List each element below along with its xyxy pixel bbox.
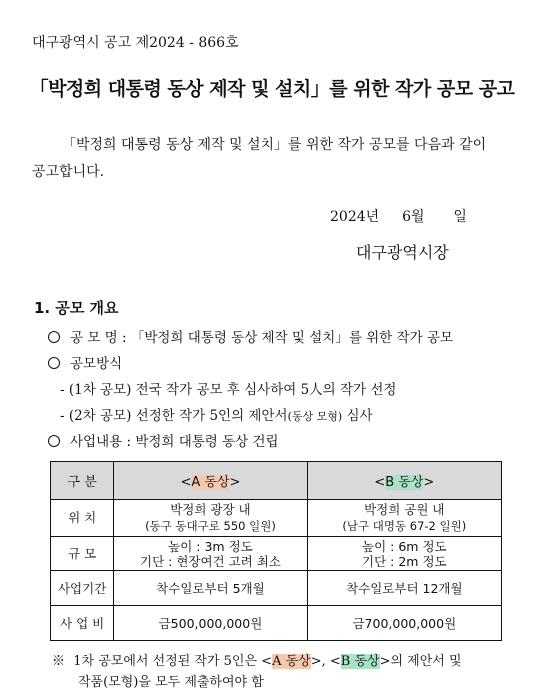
header-category: 구 분 — [51, 462, 114, 500]
date-year: 2024년 — [330, 209, 380, 225]
row-label-cost: 사 업 비 — [51, 606, 114, 641]
cost-a: 금500,000,000원 — [114, 606, 307, 641]
project-label: 사업내용 : — [70, 434, 132, 450]
project-item — [48, 430, 279, 450]
table-row — [51, 500, 502, 537]
date-day: 일 — [453, 209, 467, 225]
table-row — [51, 537, 502, 571]
note-statue-a: A 동상 — [272, 654, 311, 669]
issuer: 대구광역시장 — [356, 243, 449, 262]
contest-name-label: 공 모 명 : — [70, 330, 127, 346]
intro-line-2: 공고합니다. — [32, 164, 105, 180]
method-item — [48, 352, 122, 372]
method-step-2-end: 심사 — [342, 408, 373, 424]
project-value: 박정희 대통령 동상 건립 — [135, 434, 279, 450]
reference-mark-icon: ※ — [52, 654, 66, 669]
note-statue-b: B 동상 — [340, 654, 380, 669]
document-title: 「박정희 대통령 동상 제작 및 설치」를 위한 작가 공모 공고 — [29, 78, 515, 100]
section-heading: 1. 공모 개요 — [34, 299, 119, 317]
row-label-scale: 규 모 — [51, 537, 114, 571]
table-row — [51, 606, 502, 641]
footnote: ※ 1차 공모에서 선정된 작가 5인은 <A 동상>, <B 동상>의 제안서 및 — [52, 654, 462, 669]
header-statue-a: <A 동상> — [114, 462, 307, 500]
circle-bullet-icon — [48, 357, 60, 369]
row-label-period: 사업기간 — [51, 571, 114, 606]
cost-b: 금700,000,000원 — [307, 606, 501, 641]
table-header-row — [51, 462, 502, 500]
table-row — [51, 571, 502, 606]
circle-bullet-icon — [48, 331, 60, 343]
method-step-2-small: (동상 모형) — [287, 410, 343, 423]
location-b: 박정희 공원 내 (남구 대명동 67-2 일원) — [307, 500, 501, 537]
circle-bullet-icon — [48, 435, 60, 447]
header-statue-b: <B 동상> — [307, 462, 501, 500]
date-month: 6월 — [402, 209, 425, 225]
method-step-1: - (1차 공모) 전국 작가 공모 후 심사하여 5人의 작가 선정 — [60, 382, 397, 398]
intro-line-1: 「박정희 대통령 동상 제작 및 설치」를 위한 작가 공모를 다음과 같이 — [62, 137, 487, 153]
notice-number: 대구광역시 공고 제2024 - 866호 — [32, 35, 239, 51]
period-a: 착수일로부터 5개월 — [114, 571, 307, 606]
period-b: 착수일로부터 12개월 — [307, 571, 501, 606]
statue-b-highlight: B 동상 — [385, 475, 424, 490]
footnote-line-2: 작품(모형)을 모두 제출하여야 함 — [78, 675, 264, 690]
location-a: 박정희 광장 내 (동구 동대구로 550 일원) — [114, 500, 307, 537]
method-step-2-text: - (2차 공모) 선정한 작가 5인의 제안서 — [60, 408, 288, 424]
contest-name-item — [48, 326, 453, 346]
statue-a-highlight: A 동상 — [191, 475, 230, 490]
scale-a: 높이 : 3m 정도 기단 : 현장여건 고려 최소 — [114, 537, 307, 571]
method-step-2 — [60, 404, 373, 424]
notice-date — [330, 206, 467, 226]
contest-name-value: 「박정희 대통령 동상 제작 및 설치」를 위한 작가 공모 — [130, 330, 453, 346]
row-label-location: 위 치 — [51, 500, 114, 537]
overview-table — [50, 461, 502, 641]
method-label: 공모방식 — [70, 356, 123, 372]
scale-b: 높이 : 6m 정도 기단 : 2m 정도 — [307, 537, 501, 571]
